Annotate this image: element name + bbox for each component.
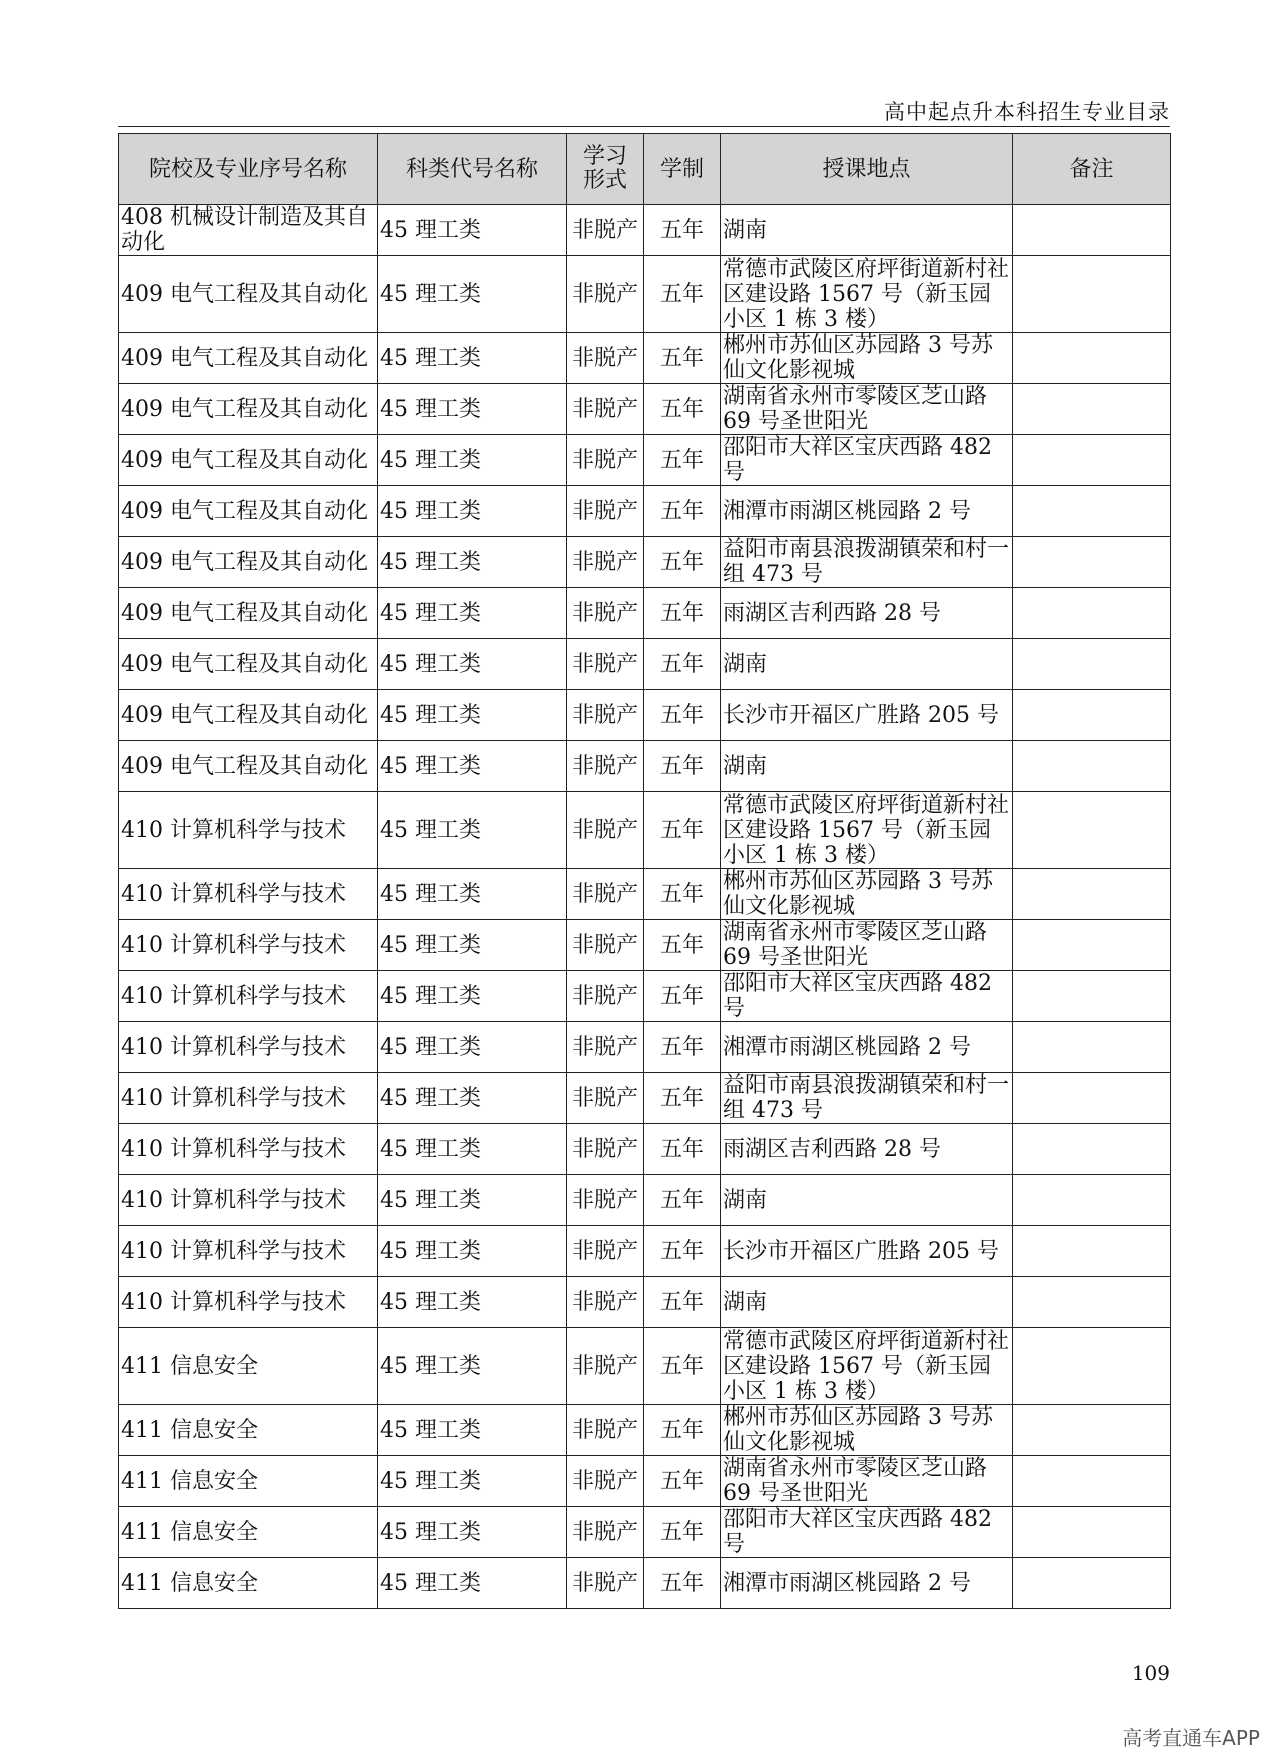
page-number: 109	[1131, 1661, 1170, 1685]
category-cell: 45 理工类	[378, 588, 567, 639]
category-cell: 45 理工类	[378, 486, 567, 537]
category-cell: 45 理工类	[378, 435, 567, 486]
running-header: 高中起点升本科招生专业目录	[884, 100, 1170, 124]
table-row	[119, 971, 1171, 1022]
location-cell: 湖南	[721, 1277, 1013, 1328]
location-cell: 益阳市南县浪拨湖镇荣和村一组 473 号	[721, 1073, 1013, 1124]
major-cell: 409 电气工程及其自动化	[119, 435, 378, 486]
study-form-cell: 非脱产	[567, 639, 644, 690]
major-cell: 410 计算机科学与技术	[119, 971, 378, 1022]
location-cell: 湘潭市雨湖区桃园路 2 号	[721, 486, 1013, 537]
study-form-cell: 非脱产	[567, 1175, 644, 1226]
table-row	[119, 1175, 1171, 1226]
note-cell	[1013, 869, 1171, 920]
column-header-location: 授课地点	[721, 134, 1013, 205]
major-cell: 410 计算机科学与技术	[119, 792, 378, 869]
study-form-cell: 非脱产	[567, 1558, 644, 1609]
duration-cell: 五年	[644, 792, 721, 869]
major-cell: 409 电气工程及其自动化	[119, 537, 378, 588]
table-row	[119, 869, 1171, 920]
study-form-cell: 非脱产	[567, 920, 644, 971]
note-cell	[1013, 1456, 1171, 1507]
category-cell: 45 理工类	[378, 690, 567, 741]
column-header-notes: 备注	[1013, 134, 1171, 205]
study-form-cell: 非脱产	[567, 1226, 644, 1277]
table-row	[119, 1022, 1171, 1073]
location-cell: 常德市武陵区府坪街道新村社区建设路 1567 号（新玉园小区 1 栋 3 楼）	[721, 256, 1013, 333]
duration-cell: 五年	[644, 1456, 721, 1507]
table-header-row	[119, 134, 1171, 205]
location-cell: 邵阳市大祥区宝庆西路 482 号	[721, 971, 1013, 1022]
duration-cell: 五年	[644, 1405, 721, 1456]
study-form-cell: 非脱产	[567, 1022, 644, 1073]
note-cell	[1013, 741, 1171, 792]
study-form-cell: 非脱产	[567, 690, 644, 741]
major-catalog-table	[118, 133, 1171, 1609]
table-row	[119, 1405, 1171, 1456]
major-cell: 409 电气工程及其自动化	[119, 690, 378, 741]
table-row	[119, 1277, 1171, 1328]
table-row	[119, 920, 1171, 971]
table-row	[119, 1226, 1171, 1277]
location-cell: 湖南省永州市零陵区芝山路 69 号圣世阳光	[721, 920, 1013, 971]
location-cell: 湘潭市雨湖区桃园路 2 号	[721, 1022, 1013, 1073]
category-cell: 45 理工类	[378, 639, 567, 690]
major-cell: 409 电气工程及其自动化	[119, 256, 378, 333]
table-row	[119, 741, 1171, 792]
note-cell	[1013, 537, 1171, 588]
major-cell: 410 计算机科学与技术	[119, 920, 378, 971]
note-cell	[1013, 1328, 1171, 1405]
column-header-study-form	[567, 134, 644, 205]
category-cell: 45 理工类	[378, 333, 567, 384]
category-cell: 45 理工类	[378, 1175, 567, 1226]
column-header-category: 科类代号名称	[378, 134, 567, 205]
major-cell: 410 计算机科学与技术	[119, 1073, 378, 1124]
category-cell: 45 理工类	[378, 1277, 567, 1328]
note-cell	[1013, 792, 1171, 869]
category-cell: 45 理工类	[378, 792, 567, 869]
note-cell	[1013, 486, 1171, 537]
study-form-cell: 非脱产	[567, 256, 644, 333]
major-cell: 411 信息安全	[119, 1405, 378, 1456]
duration-cell: 五年	[644, 1328, 721, 1405]
duration-cell: 五年	[644, 1558, 721, 1609]
major-cell: 408 机械设计制造及其自动化	[119, 205, 378, 256]
category-cell: 45 理工类	[378, 1226, 567, 1277]
duration-cell: 五年	[644, 486, 721, 537]
major-cell: 409 电气工程及其自动化	[119, 639, 378, 690]
duration-cell: 五年	[644, 1277, 721, 1328]
location-cell: 湖南省永州市零陵区芝山路 69 号圣世阳光	[721, 1456, 1013, 1507]
location-cell: 长沙市开福区广胜路 205 号	[721, 690, 1013, 741]
major-cell: 411 信息安全	[119, 1558, 378, 1609]
location-cell: 郴州市苏仙区苏园路 3 号苏仙文化影视城	[721, 1405, 1013, 1456]
study-form-line-1: 学习	[582, 144, 627, 169]
location-cell: 常德市武陵区府坪街道新村社区建设路 1567 号（新玉园小区 1 栋 3 楼）	[721, 1328, 1013, 1405]
study-form-cell: 非脱产	[567, 1073, 644, 1124]
major-cell: 409 电气工程及其自动化	[119, 333, 378, 384]
location-cell: 湖南	[721, 205, 1013, 256]
major-cell: 411 信息安全	[119, 1456, 378, 1507]
duration-cell: 五年	[644, 1073, 721, 1124]
location-cell: 常德市武陵区府坪街道新村社区建设路 1567 号（新玉园小区 1 栋 3 楼）	[721, 792, 1013, 869]
note-cell	[1013, 205, 1171, 256]
major-cell: 410 计算机科学与技术	[119, 869, 378, 920]
category-cell: 45 理工类	[378, 1328, 567, 1405]
study-form-cell: 非脱产	[567, 971, 644, 1022]
major-cell: 409 电气工程及其自动化	[119, 486, 378, 537]
note-cell	[1013, 1175, 1171, 1226]
study-form-cell: 非脱产	[567, 1507, 644, 1558]
category-cell: 45 理工类	[378, 205, 567, 256]
location-cell: 湘潭市雨湖区桃园路 2 号	[721, 1558, 1013, 1609]
note-cell	[1013, 333, 1171, 384]
duration-cell: 五年	[644, 690, 721, 741]
major-cell: 411 信息安全	[119, 1507, 378, 1558]
category-cell: 45 理工类	[378, 920, 567, 971]
location-cell: 湖南	[721, 741, 1013, 792]
note-cell	[1013, 971, 1171, 1022]
category-cell: 45 理工类	[378, 1558, 567, 1609]
table-row	[119, 1507, 1171, 1558]
duration-cell: 五年	[644, 971, 721, 1022]
location-cell: 长沙市开福区广胜路 205 号	[721, 1226, 1013, 1277]
study-form-cell: 非脱产	[567, 1124, 644, 1175]
category-cell: 45 理工类	[378, 741, 567, 792]
duration-cell: 五年	[644, 435, 721, 486]
location-cell: 益阳市南县浪拨湖镇荣和村一组 473 号	[721, 537, 1013, 588]
note-cell	[1013, 588, 1171, 639]
note-cell	[1013, 256, 1171, 333]
table-row	[119, 205, 1171, 256]
study-form-cell: 非脱产	[567, 741, 644, 792]
duration-cell: 五年	[644, 333, 721, 384]
study-form-cell: 非脱产	[567, 537, 644, 588]
table-row	[119, 1073, 1171, 1124]
table-row	[119, 256, 1171, 333]
note-cell	[1013, 1022, 1171, 1073]
study-form-cell: 非脱产	[567, 588, 644, 639]
table-row	[119, 1328, 1171, 1405]
note-cell	[1013, 1507, 1171, 1558]
major-cell: 411 信息安全	[119, 1328, 378, 1405]
table-row	[119, 792, 1171, 869]
table-row	[119, 588, 1171, 639]
category-cell: 45 理工类	[378, 1073, 567, 1124]
major-cell: 409 电气工程及其自动化	[119, 741, 378, 792]
category-cell: 45 理工类	[378, 256, 567, 333]
column-header-duration: 学制	[644, 134, 721, 205]
table-row	[119, 333, 1171, 384]
location-cell: 邵阳市大祥区宝庆西路 482 号	[721, 435, 1013, 486]
duration-cell: 五年	[644, 1124, 721, 1175]
duration-cell: 五年	[644, 1175, 721, 1226]
category-cell: 45 理工类	[378, 1507, 567, 1558]
study-form-cell: 非脱产	[567, 333, 644, 384]
duration-cell: 五年	[644, 537, 721, 588]
location-cell: 雨湖区吉利西路 28 号	[721, 588, 1013, 639]
major-cell: 409 电气工程及其自动化	[119, 588, 378, 639]
note-cell	[1013, 1124, 1171, 1175]
duration-cell: 五年	[644, 869, 721, 920]
study-form-cell: 非脱产	[567, 1328, 644, 1405]
major-cell: 410 计算机科学与技术	[119, 1226, 378, 1277]
study-form-cell: 非脱产	[567, 869, 644, 920]
table-row	[119, 537, 1171, 588]
column-header-major: 院校及专业序号名称	[119, 134, 378, 205]
category-cell: 45 理工类	[378, 1124, 567, 1175]
table-row	[119, 384, 1171, 435]
study-form-cell: 非脱产	[567, 792, 644, 869]
table-row	[119, 486, 1171, 537]
major-cell: 409 电气工程及其自动化	[119, 384, 378, 435]
category-cell: 45 理工类	[378, 537, 567, 588]
note-cell	[1013, 1277, 1171, 1328]
category-cell: 45 理工类	[378, 1456, 567, 1507]
study-form-cell: 非脱产	[567, 384, 644, 435]
study-form-cell: 非脱产	[567, 1405, 644, 1456]
study-form-cell: 非脱产	[567, 486, 644, 537]
duration-cell: 五年	[644, 205, 721, 256]
duration-cell: 五年	[644, 920, 721, 971]
note-cell	[1013, 1226, 1171, 1277]
duration-cell: 五年	[644, 256, 721, 333]
study-form-cell: 非脱产	[567, 1456, 644, 1507]
category-cell: 45 理工类	[378, 1405, 567, 1456]
duration-cell: 五年	[644, 1022, 721, 1073]
note-cell	[1013, 1405, 1171, 1456]
duration-cell: 五年	[644, 384, 721, 435]
table-row	[119, 690, 1171, 741]
study-form-cell: 非脱产	[567, 205, 644, 256]
major-cell: 410 计算机科学与技术	[119, 1175, 378, 1226]
study-form-line-2: 形式	[582, 168, 627, 193]
duration-cell: 五年	[644, 741, 721, 792]
study-form-cell: 非脱产	[567, 1277, 644, 1328]
category-cell: 45 理工类	[378, 971, 567, 1022]
note-cell	[1013, 1073, 1171, 1124]
location-cell: 邵阳市大祥区宝庆西路 482 号	[721, 1507, 1013, 1558]
category-cell: 45 理工类	[378, 1022, 567, 1073]
header-divider	[118, 126, 1170, 127]
duration-cell: 五年	[644, 1226, 721, 1277]
table-row	[119, 639, 1171, 690]
duration-cell: 五年	[644, 639, 721, 690]
table-row	[119, 1124, 1171, 1175]
note-cell	[1013, 435, 1171, 486]
location-cell: 湖南	[721, 1175, 1013, 1226]
duration-cell: 五年	[644, 588, 721, 639]
major-cell: 410 计算机科学与技术	[119, 1022, 378, 1073]
location-cell: 湖南	[721, 639, 1013, 690]
note-cell	[1013, 384, 1171, 435]
watermark: 高考直通车APP	[1122, 1726, 1260, 1750]
note-cell	[1013, 639, 1171, 690]
note-cell	[1013, 1558, 1171, 1609]
table-row	[119, 435, 1171, 486]
note-cell	[1013, 920, 1171, 971]
major-cell: 410 计算机科学与技术	[119, 1277, 378, 1328]
table-row	[119, 1456, 1171, 1507]
location-cell: 湖南省永州市零陵区芝山路 69 号圣世阳光	[721, 384, 1013, 435]
note-cell	[1013, 690, 1171, 741]
table-body	[119, 205, 1171, 1609]
table-row	[119, 1558, 1171, 1609]
category-cell: 45 理工类	[378, 384, 567, 435]
category-cell: 45 理工类	[378, 869, 567, 920]
location-cell: 郴州市苏仙区苏园路 3 号苏仙文化影视城	[721, 869, 1013, 920]
major-cell: 410 计算机科学与技术	[119, 1124, 378, 1175]
location-cell: 郴州市苏仙区苏园路 3 号苏仙文化影视城	[721, 333, 1013, 384]
location-cell: 雨湖区吉利西路 28 号	[721, 1124, 1013, 1175]
study-form-cell: 非脱产	[567, 435, 644, 486]
duration-cell: 五年	[644, 1507, 721, 1558]
